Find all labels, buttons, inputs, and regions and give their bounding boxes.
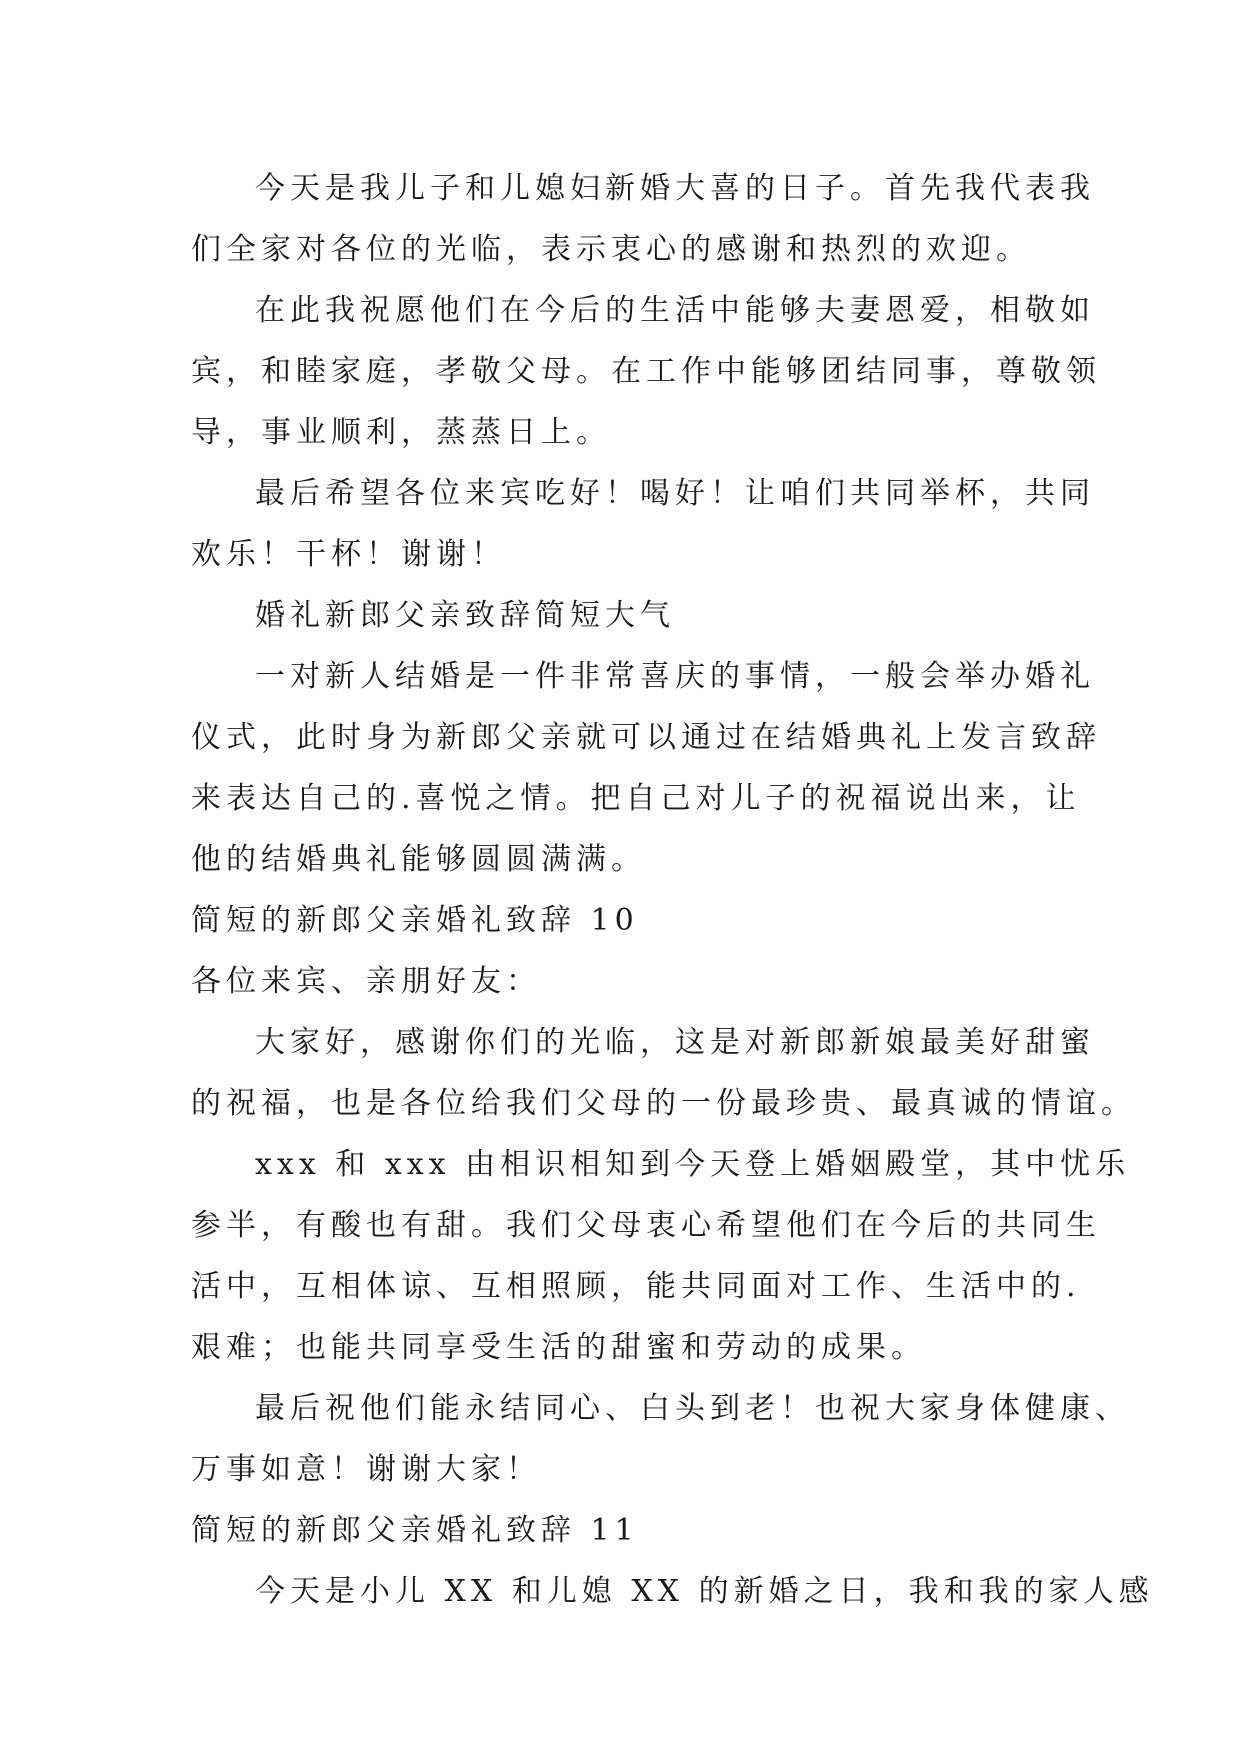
paragraph-line: 的祝福，也是各位给我们父母的一份最珍贵、最真诚的情谊。 bbox=[191, 1086, 1136, 1121]
paragraph-line: 今天是小儿 XX 和儿媳 XX 的新婚之日，我和我的家人感 bbox=[255, 1574, 1154, 1609]
paragraph-line: 他的结婚典礼能够圆圆满满。 bbox=[191, 842, 646, 877]
paragraph-line: 万事如意！谢谢大家！ bbox=[191, 1452, 541, 1487]
paragraph-line: 欢乐！干杯！谢谢！ bbox=[191, 537, 506, 572]
salutation: 各位来宾、亲朋好友： bbox=[191, 964, 541, 999]
document-body bbox=[191, 158, 1154, 1622]
paragraph-line: 一对新人结婚是一件非常喜庆的事情，一般会举办婚礼 bbox=[255, 659, 1095, 694]
section-heading: 婚礼新郎父亲致辞简短大气 bbox=[255, 598, 675, 633]
paragraph-line: 艰难；也能共同享受生活的甜蜜和劳动的成果。 bbox=[191, 1330, 926, 1365]
section-title: 简短的新郎父亲婚礼致辞 10 bbox=[191, 903, 639, 938]
paragraph-line: 仪式，此时身为新郎父亲就可以通过在结婚典礼上发言致辞 bbox=[191, 720, 1101, 755]
paragraph-line: 最后希望各位来宾吃好！喝好！让咱们共同举杯，共同 bbox=[255, 476, 1095, 511]
paragraph-line: 导，事业顺利，蒸蒸日上。 bbox=[191, 415, 611, 450]
paragraph-line: 参半，有酸也有甜。我们父母衷心希望他们在今后的共同生 bbox=[191, 1208, 1101, 1243]
paragraph-line: xxx 和 xxx 由相识相知到今天登上婚姻殿堂，其中忧乐 bbox=[255, 1147, 1131, 1182]
paragraph-line: 来表达自己的.喜悦之情。把自己对儿子的祝福说出来，让 bbox=[191, 781, 1081, 816]
paragraph-line: 今天是我儿子和儿媳妇新婚大喜的日子。首先我代表我 bbox=[255, 171, 1095, 206]
paragraph-line: 们全家对各位的光临，表示衷心的感谢和热烈的欢迎。 bbox=[191, 232, 1031, 267]
paragraph-line: 宾，和睦家庭，孝敬父母。在工作中能够团结同事，尊敬领 bbox=[191, 354, 1101, 389]
paragraph-line: 在此我祝愿他们在今后的生活中能够夫妻恩爱，相敬如 bbox=[255, 293, 1095, 328]
section-title: 简短的新郎父亲婚礼致辞 11 bbox=[191, 1513, 639, 1548]
paragraph-line: 活中，互相体谅、互相照顾，能共同面对工作、生活中的. bbox=[191, 1269, 1081, 1304]
paragraph-line: 最后祝他们能永结同心、白头到老！也祝大家身体健康、 bbox=[255, 1391, 1130, 1426]
paragraph-line: 大家好，感谢你们的光临，这是对新郎新娘最美好甜蜜 bbox=[255, 1025, 1095, 1060]
